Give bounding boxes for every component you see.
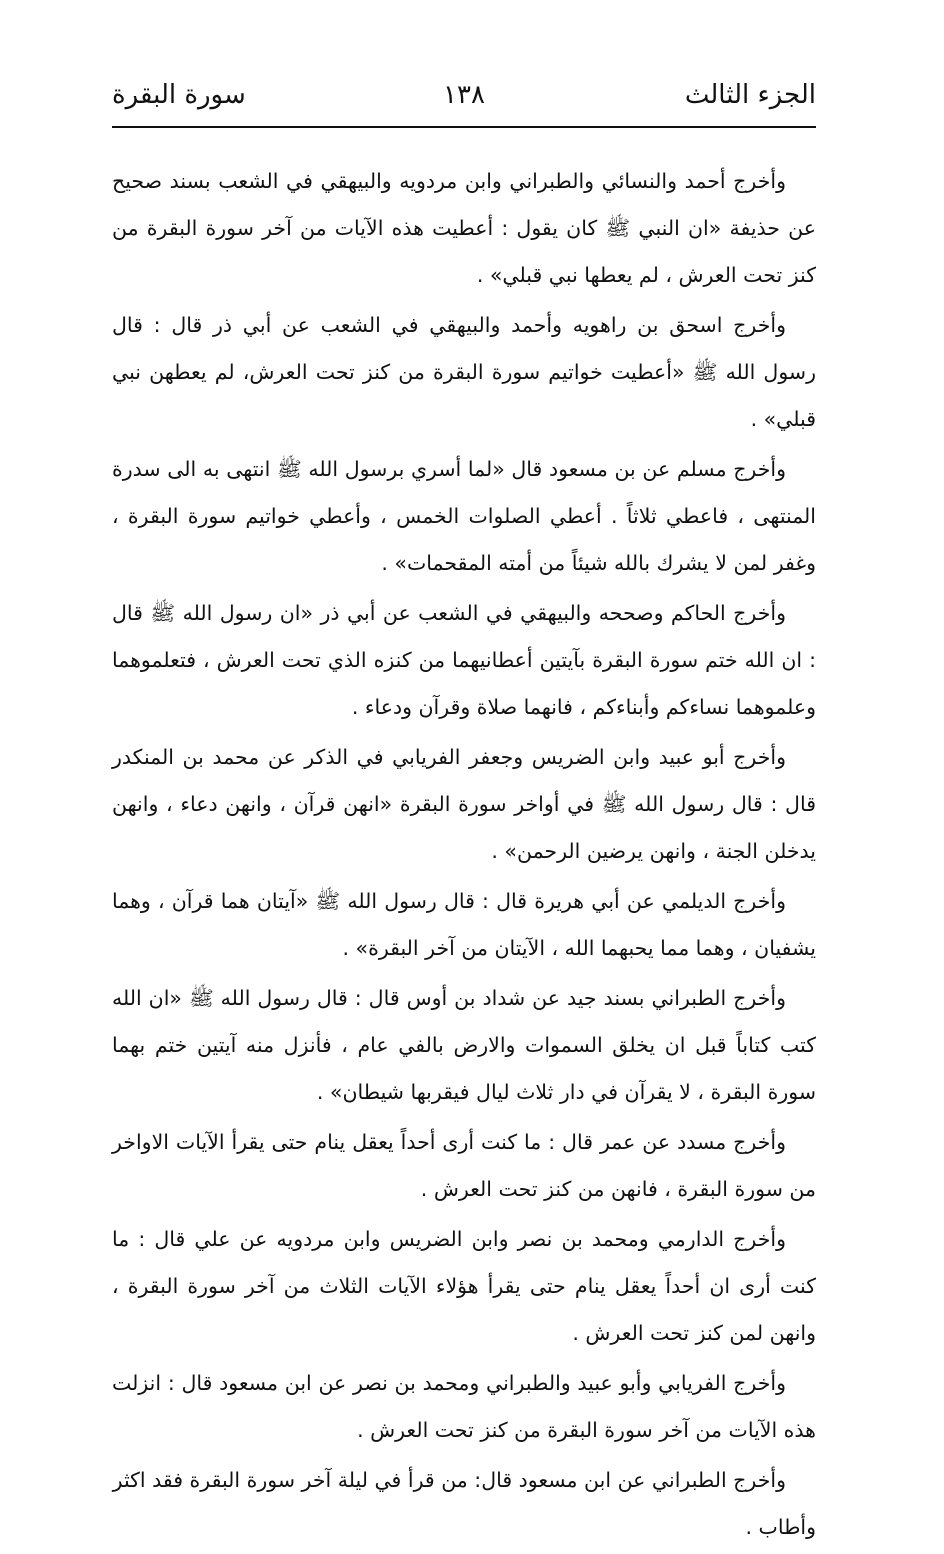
page-number: ١٣٨	[443, 80, 485, 110]
paragraph-8: وأخرج مسدد عن عمر قال : ما كنت أرى أحداً يعقل ينام حتى يقرأ الآيات الاواخر من سورة البقرة ، فانهن من كنز تحت العرش .	[112, 1130, 816, 1201]
paragraph-4: وأخرج الحاكم وصححه والبيهقي في الشعب عن أبي ذر «ان رسول الله ﷺ قال : ان الله ختم سورة البقرة بآيتين أعطانيهما من كنزه الذي تحت العرش ، فتعلموهما وعلموهما نساءكم وأبناءكم ، فانهما صلاة وقرآن ودعاء .	[112, 601, 816, 719]
surah-title: سورة البقرة	[112, 80, 246, 110]
paragraph-2: وأخرج اسحق بن راهويه وأحمد والبيهقي في الشعب عن أبي ذر قال : قال رسول الله ﷺ «أعطيت خواتيم سورة البقرة من كنز تحت العرش، لم يعطهن نبي قبلي» .	[112, 313, 816, 431]
paragraph-5: وأخرج أبو عبيد وابن الضريس وجعفر الفريابي في الذكر عن محمد بن المنكدر قال : قال رسول الله ﷺ في أواخر سورة البقرة «انهن قرآن ، وانهن دعاء ، وانهن يدخلن الجنة ، وانهن يرضين الرحمن» .	[112, 745, 816, 863]
paragraph-1: وأخرج أحمد والنسائي والطبراني وابن مردويه والبيهقي في الشعب بسند صحيح عن حذيفة «ان النبي ﷺ كان يقول : أعطيت هذه الآيات من آخر سورة البقرة من كنز تحت العرش ، لم يعطها نبي قبلي» .	[112, 169, 816, 287]
paragraph-3: وأخرج مسلم عن بن مسعود قال «لما أسري برسول الله ﷺ انتهى به الى سدرة المنتهى ، فاعطي ثلاثاً . أعطي الصلوات الخمس ، وأعطي خواتيم سورة البقرة ، وغفر لمن لا يشرك بالله شيئاً من أمته المقحمات» .	[112, 457, 816, 575]
page-header	[112, 76, 816, 126]
paragraph-11: وأخرج الطبراني عن ابن مسعود قال: من قرأ في ليلة آخر سورة البقرة فقد اكثر وأطاب .	[112, 1468, 816, 1539]
header-rule	[112, 126, 816, 128]
part-title: الجزء الثالث	[684, 80, 816, 110]
page-body	[112, 158, 816, 1554]
paragraph-7: وأخرج الطبراني بسند جيد عن شداد بن أوس قال : قال رسول الله ﷺ «ان الله كتب كتاباً قبل ان يخلق السموات والارض بالفي عام ، فأنزل منه آيتين ختم بهما سورة البقرة ، لا يقرآن في دار ثلاث ليال فيقربها شيطان» .	[112, 986, 816, 1104]
paragraph-10: وأخرج الفريابي وأبو عبيد والطبراني ومحمد بن نصر عن ابن مسعود قال : انزلت هذه الآيات من آخر سورة البقرة من كنز تحت العرش .	[112, 1371, 816, 1442]
paragraph-9: وأخرج الدارمي ومحمد بن نصر وابن الضريس وابن مردويه عن علي قال : ما كنت أرى ان أحداً يعقل ينام حتى يقرأ هؤلاء الآيات الثلاث من آخر سورة البقرة ، وانهن لمن كنز تحت العرش .	[112, 1227, 816, 1345]
paragraph-6: وأخرج الديلمي عن أبي هريرة قال : قال رسول الله ﷺ «آيتان هما قرآن ، وهما يشفيان ، وهما مما يحبهما الله ، الآيتان من آخر البقرة» .	[112, 889, 816, 960]
